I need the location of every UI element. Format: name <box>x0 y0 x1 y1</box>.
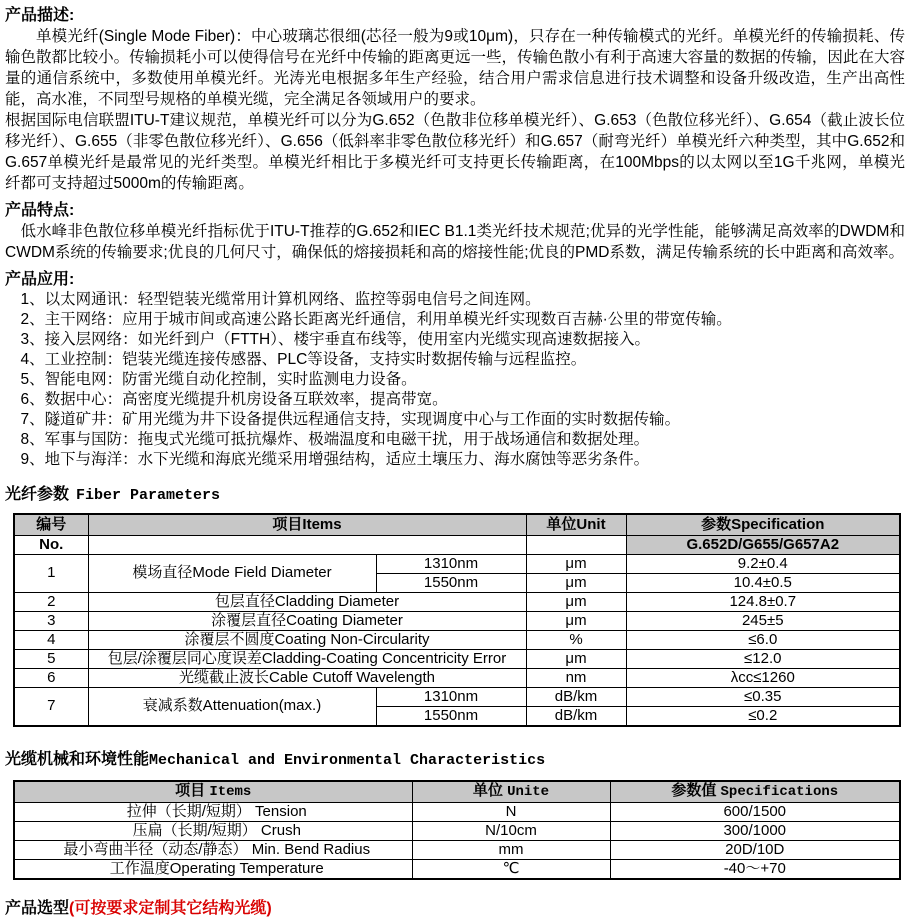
application-item: 2、主干网络：应用于城市间或高速公路长距离光纤通信，利用单模光纤实现数百吉赫·公里的带宽传输。 <box>20 311 732 328</box>
cell-value: ≤0.35 <box>626 687 900 706</box>
cell-item: 工作温度Operating Temperature <box>14 860 412 880</box>
cell-no: 5 <box>14 649 88 668</box>
cell-value: 9.2±0.4 <box>626 554 900 573</box>
table-row <box>14 630 900 649</box>
header-cell-items: 项目 Items <box>14 781 412 803</box>
description-paragraph-1: 单模光纤(Single Mode Fiber)：中心玻璃芯很细(芯径一般为9或10μm)，只存在一种传输模式的光纤。单模光纤的传输损耗、传输色散都比较小。传输损耗小可以使得信号在光纤中传输的距离更远一些，传输色散小有利于高速大容量的数据的传输，因此在大容量的通信系统中，多数使用单模光纤。光涛光电根据多年生产经验，结合用户需求信息进行技术调整和设备升级改造，生产出高性能，高水准，不同型号规格的单模光缆，完全满足各领域用户的要求。 <box>5 28 905 108</box>
selection-heading-red-note: (可按要求定制其它结构光缆) <box>69 900 272 917</box>
header-cell-empty <box>88 535 526 554</box>
header-cell-unit: 单位Unit <box>526 514 626 535</box>
table-row <box>14 649 900 668</box>
applications-list <box>5 290 905 470</box>
application-item: 4、工业控制：铠装光缆连接传感器、PLC等设备，支持实时数据传输与远程监控。 <box>20 351 587 368</box>
applications-heading: 产品应用: <box>5 271 75 288</box>
mechanical-heading-zh: 光缆机械和环境性能 <box>5 750 150 768</box>
header-cell-items: 项目Items <box>88 514 526 535</box>
cell-item: 光缆截止波长Cable Cutoff Wavelength <box>88 668 526 687</box>
features-paragraph: 低水峰非色散位移单模光纤指标优于ITU-T推荐的G.652和IEC B1.1类光纤技术规范;优异的光学性能，能够满足高效率的DWDM和CWDM系统的传输要求;优良的几何尺寸，确保低的熔接损耗和高的熔接性能;优良的PMD系数，满足传输系统的长中距离和高效率。 <box>5 223 905 261</box>
cell-unit: μm <box>526 554 626 573</box>
selection-heading <box>5 898 905 919</box>
features-heading: 产品特点: <box>5 202 75 219</box>
cell-unit: μm <box>526 592 626 611</box>
cell-wavelength: 1310nm <box>376 554 526 573</box>
header-cell-spec: 参数Specification <box>626 514 900 535</box>
fiber-parameters-heading-en: Fiber Parameters <box>76 487 221 504</box>
header-cell-no: 编号 <box>14 514 88 535</box>
table-header-row <box>14 514 900 535</box>
application-item: 6、数据中心：高密度光缆提升机房设备互联效率，提高带宽。 <box>20 391 448 408</box>
cell-value: 10.4±0.5 <box>626 573 900 592</box>
cell-value: 245±5 <box>626 611 900 630</box>
cell-item: 涂覆层不圆度Coating Non-Circularity <box>88 630 526 649</box>
fiber-parameters-heading <box>5 484 905 506</box>
header-cell-empty <box>526 535 626 554</box>
cell-no: 1 <box>14 554 88 592</box>
application-item: 7、隧道矿井：矿用光缆为井下设备提供远程通信支持，实现调度中心与工作面的实时数据传输。 <box>20 411 681 428</box>
table-row <box>14 554 900 573</box>
cell-value: 300/1000 <box>610 822 900 841</box>
cell-item: 包层直径Cladding Diameter <box>88 592 526 611</box>
table-row <box>14 860 900 880</box>
table-row <box>14 592 900 611</box>
fiber-parameters-table <box>13 513 901 727</box>
cell-wavelength: 1310nm <box>376 687 526 706</box>
description-paragraph-2: 根据国际电信联盟ITU-T建议规范，单模光纤可以分为G.652（色散非位移单模光纤）、G.653（色散位移光纤）、G.654（截止波长位移光纤）、G.655（非零色散位移光纤）、G.656（低斜率非零色散位移光纤）和G.657（耐弯光纤）单模光纤六种类型，其中G.652和G.657单模光纤是最常见的光纤类型。单模光纤相比于多模光纤可支持更长传输距离，在100Mbps的以太网以至1G千兆网，单模光纤都可支持超过5000m的传输距离。 <box>5 112 905 192</box>
cell-unit: % <box>526 630 626 649</box>
table-row <box>14 687 900 706</box>
cell-unit: nm <box>526 668 626 687</box>
cell-unit: mm <box>412 841 610 860</box>
cell-no: 6 <box>14 668 88 687</box>
fiber-parameters-heading-zh: 光纤参数 <box>5 486 70 503</box>
cell-item: 衰减系数Attenuation(max.) <box>88 687 376 726</box>
cell-item: 包层/涂覆层同心度误差Cladding-Coating Concentricity Error <box>88 649 526 668</box>
cell-value: ≤6.0 <box>626 630 900 649</box>
header-cell-unit: 单位 Unite <box>412 781 610 803</box>
cell-unit: μm <box>526 573 626 592</box>
cell-unit: μm <box>526 649 626 668</box>
cell-no: 2 <box>14 592 88 611</box>
application-item: 9、地下与海洋：水下光缆和海底光缆采用增强结构，适应土壤压力、海水腐蚀等恶劣条件。 <box>20 451 650 468</box>
cell-unit: dB/km <box>526 706 626 726</box>
cell-unit: dB/km <box>526 687 626 706</box>
application-item: 8、军事与国防：拖曳式光缆可抵抗爆炸、极端温度和电磁干扰，用于战场通信和数据处理。 <box>20 431 650 448</box>
header-cell-no-en: No. <box>14 535 88 554</box>
description-heading: 产品描述: <box>5 7 75 24</box>
header-cell-spec-sub: G.652D/G655/G657A2 <box>626 535 900 554</box>
table-row <box>14 822 900 841</box>
cell-unit: μm <box>526 611 626 630</box>
cell-unit: N <box>412 803 610 822</box>
cell-value: 20D/10D <box>610 841 900 860</box>
cell-unit: ℃ <box>412 860 610 880</box>
mechanical-heading <box>5 749 905 771</box>
cell-value: -40～+70 <box>610 860 900 880</box>
mechanical-table <box>13 780 901 881</box>
application-item: 5、智能电网：防雷光缆自动化控制，实时监测电力设备。 <box>20 371 417 388</box>
cell-item: 涂覆层直径Coating Diameter <box>88 611 526 630</box>
cell-no: 4 <box>14 630 88 649</box>
cell-unit: N/10cm <box>412 822 610 841</box>
cell-item: 最小弯曲半径（动态/静态） Min. Bend Radius <box>14 841 412 860</box>
cell-item: 模场直径Mode Field Diameter <box>88 554 376 592</box>
table-row <box>14 611 900 630</box>
table-header-row <box>14 781 900 803</box>
table-row <box>14 803 900 822</box>
cell-wavelength: 1550nm <box>376 573 526 592</box>
cell-value: ≤12.0 <box>626 649 900 668</box>
table-header-row-2 <box>14 535 900 554</box>
table-row <box>14 668 900 687</box>
cell-no: 7 <box>14 687 88 726</box>
table-row <box>14 841 900 860</box>
cell-value: λcc≤1260 <box>626 668 900 687</box>
cell-wavelength: 1550nm <box>376 706 526 726</box>
application-item: 3、接入层网络：如光纤到户（FTTH）、楼宇垂直布线等，使用室内光缆实现高速数据接入。 <box>20 331 650 348</box>
header-cell-spec: 参数值 Specifications <box>610 781 900 803</box>
mechanical-heading-en: Mechanical and Environmental Characteristics <box>149 751 546 769</box>
cell-value: 124.8±0.7 <box>626 592 900 611</box>
cell-item: 压扁（长期/短期） Crush <box>14 822 412 841</box>
cell-no: 3 <box>14 611 88 630</box>
cell-item: 拉伸（长期/短期） Tension <box>14 803 412 822</box>
cell-value: 600/1500 <box>610 803 900 822</box>
application-item: 1、以太网通讯：轻型铠装光缆常用计算机网络、监控等弱电信号之间连网。 <box>20 291 541 308</box>
selection-heading-zh: 产品选型 <box>5 900 70 917</box>
cell-value: ≤0.2 <box>626 706 900 726</box>
